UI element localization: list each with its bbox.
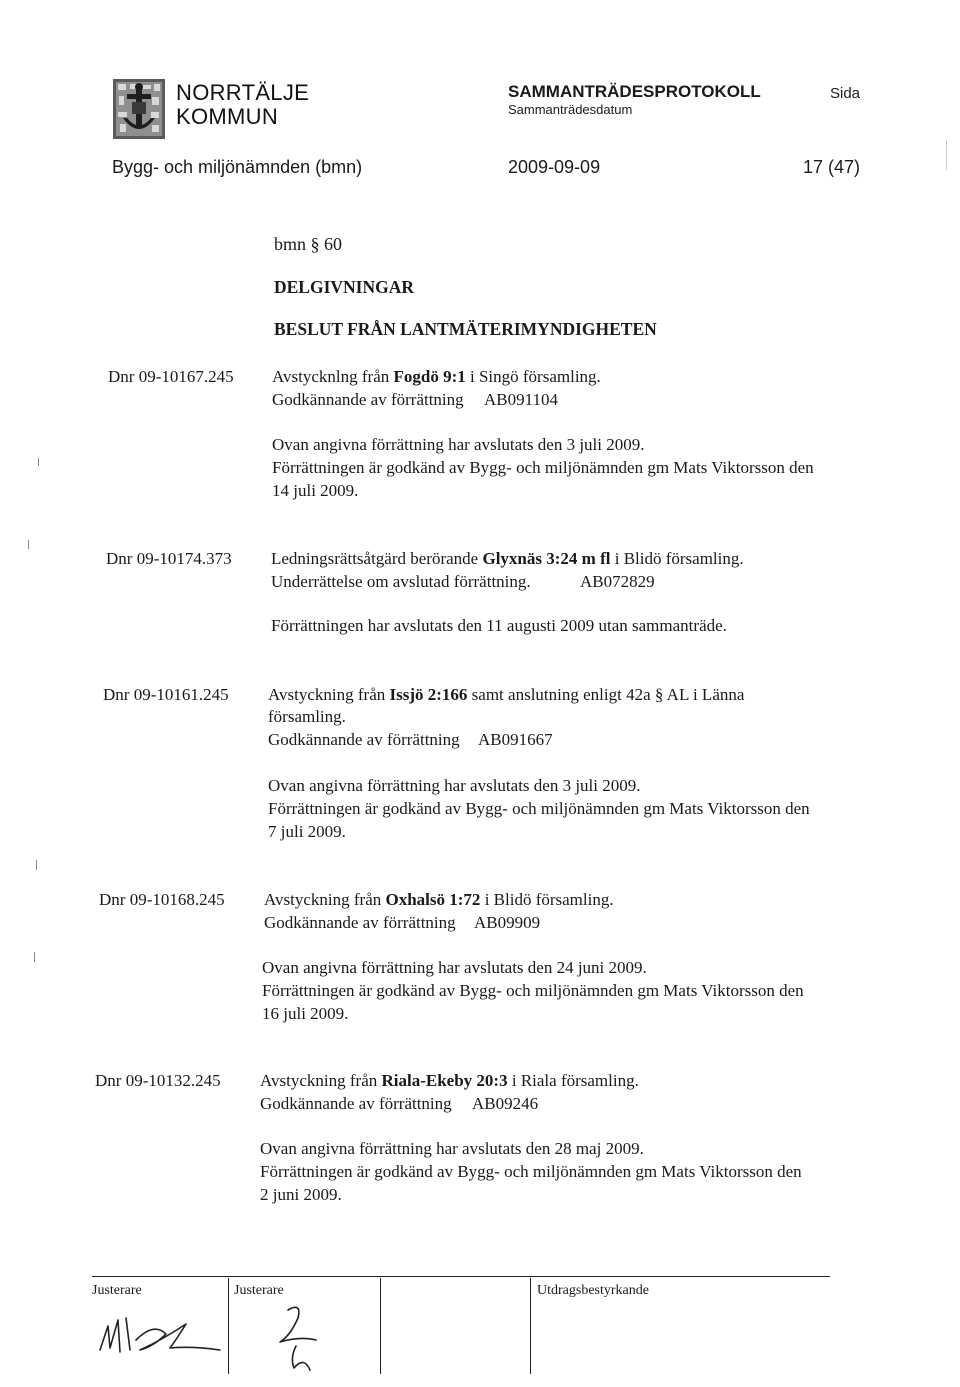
item-4-status: Ovan angivna förrättning har avslutats den 24 juni 2009. [262,958,647,977]
item-2-status: Förrättningen har avslutats den 11 augusti 2009 utan sammanträde. [271,616,727,635]
scan-mark [34,952,35,962]
page-label: Sida [830,85,861,102]
meeting-date-label: Sammanträdesdatum [508,102,633,117]
item-4-case-code: AB09909 [474,913,541,932]
signature-divider-2 [380,1278,381,1374]
item-5-status: Ovan angivna förrättning har avslutats den 28 maj 2009. [260,1139,644,1158]
item-2-description: Ledningsrättsåtgärd berörande Glyxnäs 3:24 m fl i Blidö församling. [271,549,744,568]
subsection-title: BESLUT FRÅN LANTMÄTERIMYNDIGHETEN [274,319,657,339]
item-1-status: Ovan angivna förrättning har avslutats den 3 juli 2009. [272,435,645,454]
municipal-coat-of-arms-logo [112,78,166,140]
item-3-approval-date: 7 juli 2009. [268,822,346,841]
page-number: 17 (47) [803,157,861,177]
certification-label: Utdragsbestyrkande [537,1283,649,1298]
signature-divider-3 [530,1278,531,1374]
item-4-approval-date: 16 juli 2009. [262,1004,349,1023]
item-3-approval: Förrättningen är godkänd av Bygg- och miljönämnden gm Mats Viktorsson den [268,799,810,818]
item-5-approval-date: 2 juni 2009. [260,1185,342,1204]
item-4-approval: Förrättningen är godkänd av Bygg- och miljönämnden gm Mats Viktorsson den [262,981,804,1000]
item-3-dnr: Dnr 09-10161.245 [103,685,229,704]
signature-divider-1 [228,1278,229,1374]
item-3-status: Ovan angivna förrättning har avslutats den 3 juli 2009. [268,776,641,795]
scan-mark [28,540,29,549]
committee-name: Bygg- och miljönämnden (bmn) [112,157,363,177]
item-5-approval-label: Godkännande av förrättning [260,1094,452,1113]
scan-mark [38,458,39,466]
item-2-case-code: AB072829 [580,572,655,591]
scan-mark [36,860,37,870]
org-name-line1: NORRTÄLJE [176,80,310,105]
signature-initials-1 [96,1300,226,1370]
item-1-approval-label: Godkännande av förrättning [272,390,464,409]
item-1-case-code: AB091104 [484,390,558,409]
item-4-approval-label: Godkännande av förrättning [264,913,456,932]
item-4-dnr: Dnr 09-10168.245 [99,890,225,909]
item-3-case-code: AB091667 [478,730,553,749]
signature-initials-2 [270,1296,340,1376]
item-4-description: Avstyckning från Oxhalsö 1:72 i Blidö församling. [264,890,614,909]
meeting-date: 2009-09-09 [508,157,601,177]
item-2-dnr: Dnr 09-10174.373 [106,549,232,568]
scan-mark [946,140,947,170]
paragraph-reference: bmn § 60 [274,234,343,254]
section-title: DELGIVNINGAR [274,277,415,297]
document-title: SAMMANTRÄDESPROTOKOLL [508,82,761,101]
item-2-notice-label: Underrättelse om avslutad förrättning. [271,572,531,591]
item-5-description: Avstyckning från Riala-Ekeby 20:3 i Riala församling. [260,1071,639,1090]
item-5-dnr: Dnr 09-10132.245 [95,1071,221,1090]
item-5-case-code: AB09246 [472,1094,539,1113]
item-1-dnr: Dnr 09-10167.245 [108,367,234,386]
item-1-description: Avstycknlng från Fogdö 9:1 i Singö församling. [272,367,601,386]
item-3-approval-label: Godkännande av förrättning [268,730,460,749]
item-1-approval-date: 14 juli 2009. [272,481,359,500]
justerare-label-2: Justerare [234,1283,284,1298]
item-3-description-cont: församling. [268,707,346,726]
org-name-line2: KOMMUN [176,104,279,129]
item-1-approval: Förrättningen är godkänd av Bygg- och miljönämnden gm Mats Viktorsson den [272,458,814,477]
item-5-approval: Förrättningen är godkänd av Bygg- och miljönämnden gm Mats Viktorsson den [260,1162,802,1181]
item-3-description: Avstyckning från Issjö 2:166 samt anslutning enligt 42a § AL i Länna [268,685,745,704]
justerare-label-1: Justerare [92,1283,142,1298]
signature-rule [92,1276,830,1277]
